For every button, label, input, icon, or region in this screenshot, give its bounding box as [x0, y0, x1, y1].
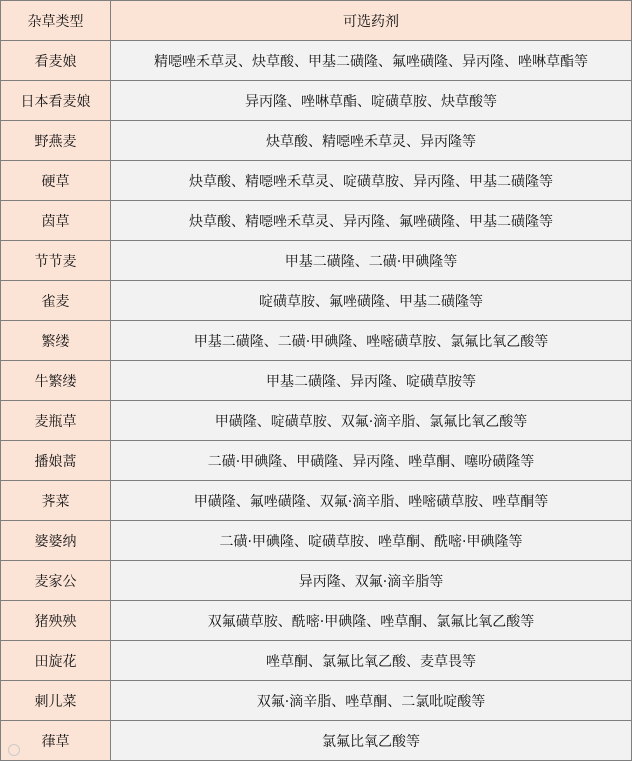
table-row: [1, 321, 632, 361]
table-row: [1, 721, 632, 761]
herbicide-cell: 炔草酸、精噁唑禾草灵、异丙隆、氟唑磺隆、甲基二磺隆等: [111, 201, 632, 241]
table-row: [1, 681, 632, 721]
weed-cell: 茵草: [1, 201, 111, 241]
header-weed-type: 杂草类型: [1, 1, 111, 41]
table-row: [1, 481, 632, 521]
herbicide-cell: 二磺·甲碘隆、甲磺隆、异丙隆、唑草酮、噻吩磺隆等: [111, 441, 632, 481]
herbicide-cell: 氯氟比氧乙酸等: [111, 721, 632, 761]
weed-cell: 牛繁缕: [1, 361, 111, 401]
weed-cell: 麦瓶草: [1, 401, 111, 441]
herbicide-cell: 炔草酸、精噁唑禾草灵、啶磺草胺、异丙隆、甲基二磺隆等: [111, 161, 632, 201]
table-row: [1, 121, 632, 161]
weed-cell: 荠菜: [1, 481, 111, 521]
herbicide-cell: 甲基二磺隆、二磺·甲碘隆、唑嘧磺草胺、氯氟比氧乙酸等: [111, 321, 632, 361]
herbicide-cell: 甲磺隆、啶磺草胺、双氟·滴辛脂、氯氟比氧乙酸等: [111, 401, 632, 441]
herbicide-cell: 精噁唑禾草灵、炔草酸、甲基二磺隆、氟唑磺隆、异丙隆、唑啉草酯等: [111, 41, 632, 81]
weed-cell: 播娘蒿: [1, 441, 111, 481]
herbicide-cell: 唑草酮、氯氟比氧乙酸、麦草畏等: [111, 641, 632, 681]
herbicide-cell: 二磺·甲碘隆、啶磺草胺、唑草酮、酰嘧·甲碘隆等: [111, 521, 632, 561]
table-row: [1, 401, 632, 441]
herbicide-cell: 甲基二磺隆、异丙隆、啶磺草胺等: [111, 361, 632, 401]
table-row: [1, 521, 632, 561]
header-herbicides: 可选药剂: [111, 1, 632, 41]
weed-cell: 猪殃殃: [1, 601, 111, 641]
table-row: [1, 281, 632, 321]
herbicide-cell: 双氟·滴辛脂、唑草酮、二氯吡啶酸等: [111, 681, 632, 721]
weed-cell: 繁缕: [1, 321, 111, 361]
weed-cell: 硬草: [1, 161, 111, 201]
table-row: [1, 561, 632, 601]
herbicide-cell: 炔草酸、精噁唑禾草灵、异丙隆等: [111, 121, 632, 161]
table-row: [1, 81, 632, 121]
weed-cell: 麦家公: [1, 561, 111, 601]
table-row: [1, 161, 632, 201]
table-row: [1, 201, 632, 241]
watermark: [8, 744, 20, 756]
weed-cell: 葎草: [1, 721, 111, 761]
table-row: [1, 241, 632, 281]
table-row: [1, 441, 632, 481]
table-header-row: [1, 1, 632, 41]
weed-cell: 野燕麦: [1, 121, 111, 161]
herbicide-cell: 异丙隆、唑啉草酯、啶磺草胺、炔草酸等: [111, 81, 632, 121]
weed-cell: 雀麦: [1, 281, 111, 321]
herbicide-cell: 甲磺隆、氟唑磺隆、双氟·滴辛脂、唑嘧磺草胺、唑草酮等: [111, 481, 632, 521]
camera-icon: [8, 744, 20, 756]
weed-cell: 田旋花: [1, 641, 111, 681]
herbicide-cell: 双氟磺草胺、酰嘧·甲碘隆、唑草酮、氯氟比氧乙酸等: [111, 601, 632, 641]
weed-cell: 节节麦: [1, 241, 111, 281]
table-row: [1, 641, 632, 681]
table-row: [1, 41, 632, 81]
weed-cell: 刺儿菜: [1, 681, 111, 721]
weed-cell: 看麦娘: [1, 41, 111, 81]
weed-cell: 婆婆纳: [1, 521, 111, 561]
herbicide-cell: 甲基二磺隆、二磺·甲碘隆等: [111, 241, 632, 281]
herbicide-cell: 啶磺草胺、氟唑磺隆、甲基二磺隆等: [111, 281, 632, 321]
herbicide-cell: 异丙隆、双氟·滴辛脂等: [111, 561, 632, 601]
weed-cell: 日本看麦娘: [1, 81, 111, 121]
table-row: [1, 361, 632, 401]
table-row: [1, 601, 632, 641]
